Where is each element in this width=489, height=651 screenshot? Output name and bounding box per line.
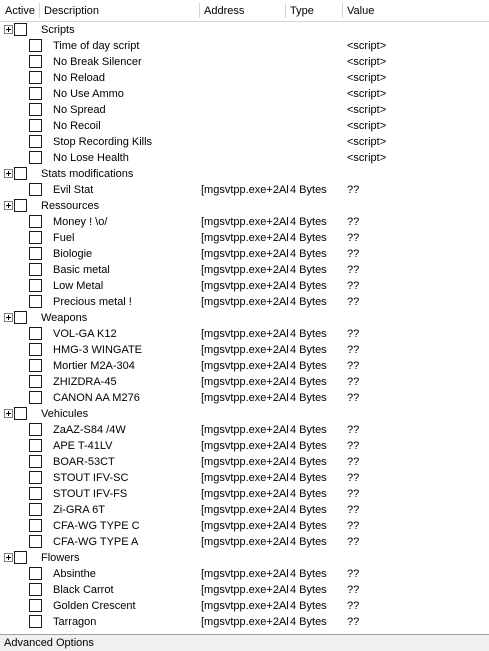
address-cell: [mgsvtpp.exe+2Al: [201, 360, 289, 372]
table-row[interactable]: [0, 358, 489, 374]
table-row[interactable]: [0, 134, 489, 150]
group-label: Scripts: [41, 24, 75, 36]
group-label: Flowers: [41, 552, 80, 564]
description-cell: Evil Stat: [53, 184, 94, 196]
value-cell[interactable]: <script>: [347, 136, 387, 148]
active-checkbox[interactable]: [29, 567, 42, 580]
active-checkbox[interactable]: [14, 551, 27, 564]
group-row[interactable]: [0, 406, 489, 422]
type-cell: 4 Bytes: [290, 232, 327, 244]
active-checkbox[interactable]: [29, 359, 42, 372]
active-checkbox[interactable]: [29, 615, 42, 628]
type-cell: 4 Bytes: [290, 520, 327, 532]
description-cell: Fuel: [53, 232, 75, 244]
value-cell[interactable]: <script>: [347, 120, 387, 132]
active-checkbox[interactable]: [29, 71, 42, 84]
type-cell: 4 Bytes: [290, 216, 327, 228]
advanced-options-bar[interactable]: [0, 634, 489, 651]
group-row[interactable]: [0, 310, 489, 326]
table-row[interactable]: [0, 54, 489, 70]
group-label: Stats modifications: [41, 168, 134, 180]
type-cell: 4 Bytes: [290, 328, 327, 340]
table-row[interactable]: [0, 582, 489, 598]
expand-icon[interactable]: [4, 201, 13, 210]
address-cell: [mgsvtpp.exe+2Al: [201, 328, 289, 340]
address-cell: [mgsvtpp.exe+2Al: [201, 248, 289, 260]
description-cell: Precious metal !: [53, 296, 132, 308]
active-checkbox[interactable]: [29, 231, 42, 244]
expand-icon[interactable]: [4, 553, 13, 562]
active-checkbox[interactable]: [14, 407, 27, 420]
active-checkbox[interactable]: [29, 55, 42, 68]
description-cell: Biologie: [53, 248, 93, 260]
active-checkbox[interactable]: [29, 439, 42, 452]
value-cell[interactable]: ??: [347, 520, 360, 532]
description-cell: Time of day script: [53, 40, 140, 52]
description-cell: Absinthe: [53, 568, 96, 580]
active-checkbox[interactable]: [29, 535, 42, 548]
column-header-active[interactable]: Active: [5, 5, 35, 17]
description-cell: No Lose Health: [53, 152, 129, 164]
value-cell[interactable]: ??: [347, 216, 360, 228]
value-cell[interactable]: ??: [347, 264, 360, 276]
value-cell[interactable]: <script>: [347, 88, 387, 100]
address-cell: [mgsvtpp.exe+2Al: [201, 536, 289, 548]
type-cell: 4 Bytes: [290, 376, 327, 388]
type-cell: 4 Bytes: [290, 296, 327, 308]
description-cell: APE T-41LV: [53, 440, 113, 452]
value-cell[interactable]: <script>: [347, 56, 387, 68]
active-checkbox[interactable]: [29, 503, 42, 516]
description-cell: Money ! \o/: [53, 216, 108, 228]
type-cell: 4 Bytes: [290, 568, 327, 580]
table-row[interactable]: [0, 518, 489, 534]
active-checkbox[interactable]: [29, 487, 42, 500]
value-cell[interactable]: ??: [347, 232, 360, 244]
active-checkbox[interactable]: [29, 423, 42, 436]
type-cell: 4 Bytes: [290, 488, 327, 500]
description-cell: ZaAZ-S84 /4W: [53, 424, 126, 436]
table-row[interactable]: [0, 262, 489, 278]
value-cell[interactable]: <script>: [347, 40, 387, 52]
active-checkbox[interactable]: [29, 343, 42, 356]
table-row[interactable]: [0, 390, 489, 406]
address-cell: [mgsvtpp.exe+2Al: [201, 456, 289, 468]
type-cell: 4 Bytes: [290, 424, 327, 436]
column-header-description[interactable]: Description: [44, 5, 100, 17]
table-row[interactable]: [0, 502, 489, 518]
description-cell: Stop Recording Kills: [53, 136, 153, 148]
type-cell: 4 Bytes: [290, 536, 327, 548]
table-row[interactable]: [0, 438, 489, 454]
table-row[interactable]: [0, 534, 489, 550]
value-cell[interactable]: <script>: [347, 104, 387, 116]
description-cell: CFA-WG TYPE A: [53, 536, 139, 548]
address-cell: [mgsvtpp.exe+2Al: [201, 520, 289, 532]
active-checkbox[interactable]: [29, 215, 42, 228]
active-checkbox[interactable]: [29, 263, 42, 276]
table-row[interactable]: [0, 118, 489, 134]
active-checkbox[interactable]: [29, 151, 42, 164]
group-row[interactable]: [0, 166, 489, 182]
table-row[interactable]: [0, 614, 489, 630]
active-checkbox[interactable]: [29, 327, 42, 340]
value-cell[interactable]: ??: [347, 424, 360, 436]
address-cell: [mgsvtpp.exe+2Al: [201, 280, 289, 292]
table-row[interactable]: [0, 374, 489, 390]
value-cell[interactable]: ??: [347, 280, 360, 292]
active-checkbox[interactable]: [29, 375, 42, 388]
table-row[interactable]: [0, 182, 489, 198]
advanced-options-label: Advanced Options: [4, 637, 94, 649]
address-cell: [mgsvtpp.exe+2Al: [201, 216, 289, 228]
address-cell: [mgsvtpp.exe+2Al: [201, 184, 289, 196]
description-cell: Low Metal: [53, 280, 104, 292]
table-row[interactable]: [0, 70, 489, 86]
description-cell: Mortier M2A-304: [53, 360, 135, 372]
type-cell: 4 Bytes: [290, 344, 327, 356]
description-cell: No Recoil: [53, 120, 101, 132]
type-cell: 4 Bytes: [290, 504, 327, 516]
cheat-table-list: [0, 22, 489, 630]
description-cell: No Reload: [53, 72, 105, 84]
address-cell: [mgsvtpp.exe+2Al: [201, 600, 289, 612]
value-cell[interactable]: ??: [347, 328, 360, 340]
description-cell: No Spread: [53, 104, 106, 116]
value-cell[interactable]: ??: [347, 584, 360, 596]
value-cell[interactable]: ??: [347, 568, 360, 580]
value-cell[interactable]: ??: [347, 504, 360, 516]
active-checkbox[interactable]: [29, 183, 42, 196]
value-cell[interactable]: ??: [347, 344, 360, 356]
table-row[interactable]: [0, 454, 489, 470]
active-checkbox[interactable]: [29, 103, 42, 116]
table-row[interactable]: [0, 326, 489, 342]
description-cell: HMG-3 WINGATE: [53, 344, 143, 356]
value-cell[interactable]: ??: [347, 248, 360, 260]
active-checkbox[interactable]: [29, 471, 42, 484]
value-cell[interactable]: ??: [347, 296, 360, 308]
active-checkbox[interactable]: [29, 119, 42, 132]
address-cell: [mgsvtpp.exe+2Al: [201, 584, 289, 596]
address-cell: [mgsvtpp.exe+2Al: [201, 376, 289, 388]
table-row[interactable]: [0, 214, 489, 230]
table-row[interactable]: [0, 278, 489, 294]
value-cell[interactable]: ??: [347, 472, 360, 484]
description-cell: Basic metal: [53, 264, 110, 276]
table-row[interactable]: [0, 470, 489, 486]
active-checkbox[interactable]: [14, 23, 27, 36]
address-cell: [mgsvtpp.exe+2Al: [201, 232, 289, 244]
value-cell[interactable]: <script>: [347, 152, 387, 164]
type-cell: 4 Bytes: [290, 616, 327, 628]
group-row[interactable]: [0, 22, 489, 38]
description-cell: STOUT IFV-SC: [53, 472, 129, 484]
description-cell: BOAR-53CT: [53, 456, 115, 468]
table-row[interactable]: [0, 422, 489, 438]
column-header-type[interactable]: Type: [290, 5, 314, 17]
column-header-address[interactable]: Address: [204, 5, 245, 17]
value-cell[interactable]: ??: [347, 392, 360, 404]
type-cell: 4 Bytes: [290, 248, 327, 260]
active-checkbox[interactable]: [14, 311, 27, 324]
description-cell: Tarragon: [53, 616, 97, 628]
group-row[interactable]: [0, 198, 489, 214]
active-checkbox[interactable]: [29, 247, 42, 260]
type-cell: 4 Bytes: [290, 392, 327, 404]
value-cell[interactable]: ??: [347, 184, 360, 196]
description-cell: No Use Ammo: [53, 88, 124, 100]
address-cell: [mgsvtpp.exe+2Al: [201, 504, 289, 516]
table-row[interactable]: [0, 86, 489, 102]
active-checkbox[interactable]: [29, 455, 42, 468]
table-row[interactable]: [0, 486, 489, 502]
description-cell: CANON AA M276: [53, 392, 140, 404]
active-checkbox[interactable]: [14, 199, 27, 212]
value-cell[interactable]: ??: [347, 488, 360, 500]
active-checkbox[interactable]: [29, 599, 42, 612]
expand-icon[interactable]: [4, 169, 13, 178]
type-cell: 4 Bytes: [290, 280, 327, 292]
type-cell: 4 Bytes: [290, 440, 327, 452]
table-row[interactable]: [0, 294, 489, 310]
address-cell: [mgsvtpp.exe+2Al: [201, 424, 289, 436]
active-checkbox[interactable]: [29, 519, 42, 532]
value-cell[interactable]: ??: [347, 600, 360, 612]
description-cell: Golden Crescent: [53, 600, 136, 612]
table-row[interactable]: [0, 102, 489, 118]
description-cell: ZHIZDRA-45: [53, 376, 117, 388]
group-row[interactable]: [0, 550, 489, 566]
active-checkbox[interactable]: [29, 583, 42, 596]
description-cell: CFA-WG TYPE C: [53, 520, 140, 532]
description-cell: No Break Silencer: [53, 56, 142, 68]
address-cell: [mgsvtpp.exe+2Al: [201, 344, 289, 356]
active-checkbox[interactable]: [29, 295, 42, 308]
value-cell[interactable]: ??: [347, 440, 360, 452]
active-checkbox[interactable]: [29, 39, 42, 52]
expand-icon[interactable]: [4, 25, 13, 34]
value-cell[interactable]: ??: [347, 360, 360, 372]
table-row[interactable]: [0, 230, 489, 246]
type-cell: 4 Bytes: [290, 472, 327, 484]
table-row[interactable]: [0, 598, 489, 614]
column-header-value[interactable]: Value: [347, 5, 375, 17]
value-cell[interactable]: ??: [347, 376, 360, 388]
expand-icon[interactable]: [4, 313, 13, 322]
active-checkbox[interactable]: [29, 279, 42, 292]
value-cell[interactable]: ??: [347, 536, 360, 548]
active-checkbox[interactable]: [29, 87, 42, 100]
description-cell: VOL-GA K12: [53, 328, 117, 340]
type-cell: 4 Bytes: [290, 584, 327, 596]
type-cell: 4 Bytes: [290, 264, 327, 276]
table-header: [0, 0, 489, 22]
address-cell: [mgsvtpp.exe+2Al: [201, 392, 289, 404]
type-cell: 4 Bytes: [290, 456, 327, 468]
active-checkbox[interactable]: [29, 391, 42, 404]
type-cell: 4 Bytes: [290, 360, 327, 372]
type-cell: 4 Bytes: [290, 184, 327, 196]
address-cell: [mgsvtpp.exe+2Al: [201, 472, 289, 484]
expand-icon[interactable]: [4, 409, 13, 418]
address-cell: [mgsvtpp.exe+2Al: [201, 440, 289, 452]
group-label: Vehicules: [41, 408, 89, 420]
value-cell[interactable]: ??: [347, 456, 360, 468]
active-checkbox[interactable]: [29, 135, 42, 148]
table-row[interactable]: [0, 566, 489, 582]
active-checkbox[interactable]: [14, 167, 27, 180]
description-cell: Zi-GRA 6T: [53, 504, 105, 516]
address-cell: [mgsvtpp.exe+2Al: [201, 568, 289, 580]
group-label: Ressources: [41, 200, 100, 212]
address-cell: [mgsvtpp.exe+2Al: [201, 296, 289, 308]
description-cell: Black Carrot: [53, 584, 114, 596]
address-cell: [mgsvtpp.exe+2Al: [201, 264, 289, 276]
value-cell[interactable]: <script>: [347, 72, 387, 84]
group-label: Weapons: [41, 312, 88, 324]
table-row[interactable]: [0, 246, 489, 262]
address-cell: [mgsvtpp.exe+2Al: [201, 616, 289, 628]
description-cell: STOUT IFV-FS: [53, 488, 128, 500]
address-cell: [mgsvtpp.exe+2Al: [201, 488, 289, 500]
table-row[interactable]: [0, 38, 489, 54]
type-cell: 4 Bytes: [290, 600, 327, 612]
table-row[interactable]: [0, 150, 489, 166]
value-cell[interactable]: ??: [347, 616, 360, 628]
table-row[interactable]: [0, 342, 489, 358]
